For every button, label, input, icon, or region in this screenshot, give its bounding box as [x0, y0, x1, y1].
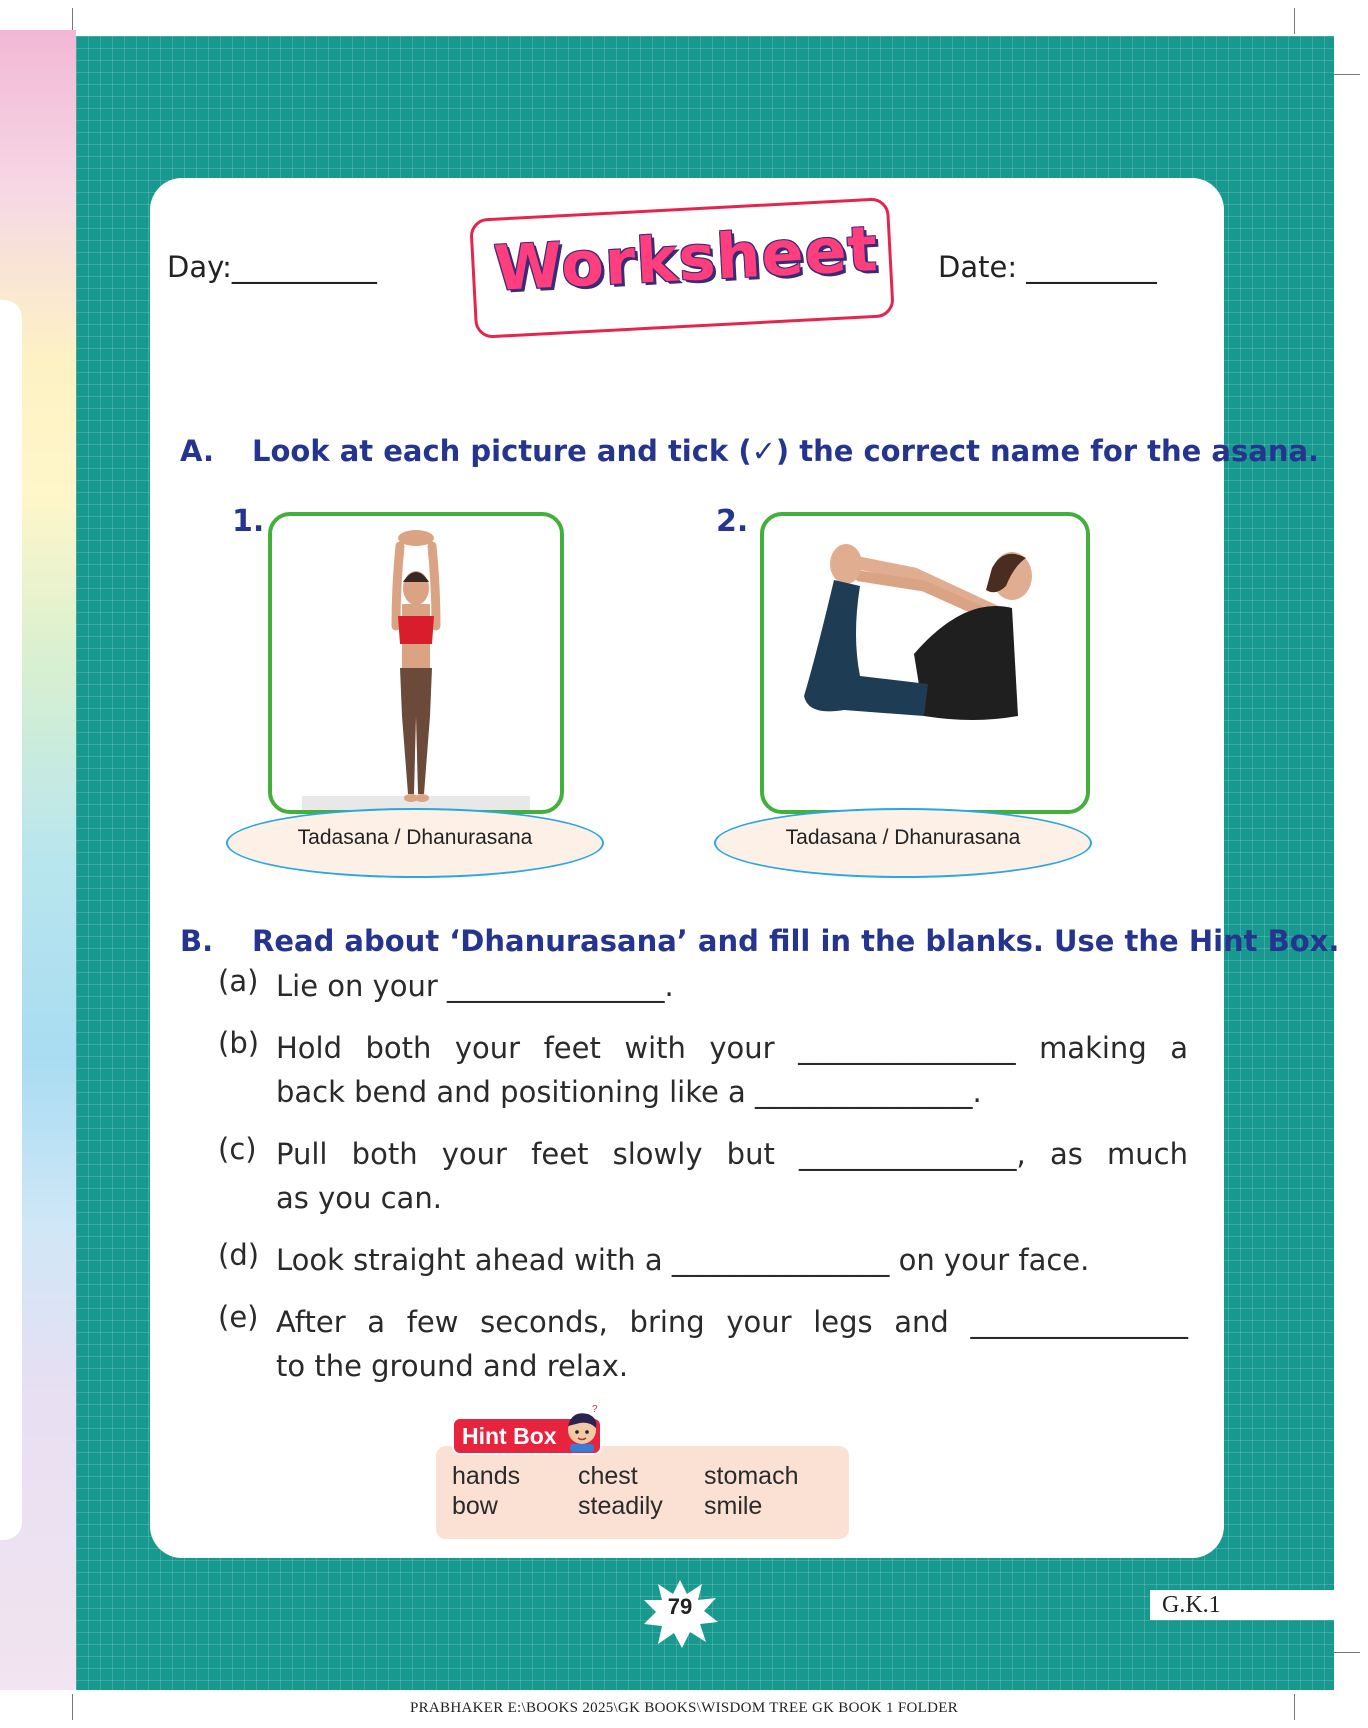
hint-word: hands	[452, 1462, 521, 1490]
item-label: (c)	[218, 1132, 257, 1166]
tadasana-photo-icon	[272, 516, 560, 810]
thinking-boy-icon	[562, 1404, 602, 1452]
print-footer: PRABHAKER E:\BOOKS 2025\GK BOOKS\WISDOM TREE GK BOOK 1 FOLDER	[409, 1700, 959, 1716]
section-a-instruction: Look at each picture and tick (✓) the correct name for the asana.	[252, 434, 1320, 468]
section-b-letter: B.	[180, 924, 214, 958]
item-label: (d)	[218, 1238, 260, 1272]
section-a-letter: A.	[180, 434, 214, 468]
asana-options-2[interactable]: Tadasana / Dhanurasana	[714, 808, 1092, 878]
item-text	[276, 1132, 1188, 1220]
svg-text:?: ?	[592, 1404, 598, 1415]
line: Lie on your _______________.	[276, 969, 674, 1003]
line: Look straight ahead with a _______________ on your face.	[276, 1243, 1090, 1277]
crop-mark	[1334, 74, 1360, 75]
hint-word: steadily	[578, 1492, 663, 1520]
item-text	[276, 1300, 1188, 1388]
item-1-number: 1.	[232, 504, 265, 539]
section-b-instruction: Read about ‘Dhanurasana’ and fill in the blanks. Use the Hint Box.	[252, 924, 1340, 958]
worksheet-title: Worksheet	[492, 211, 880, 306]
line: Pull both your feet slowly but _______________, as much	[276, 1137, 1188, 1171]
line: as you can.	[276, 1181, 442, 1215]
picture-frame-2	[760, 512, 1090, 814]
date-field[interactable]: Date: _________	[938, 250, 1157, 284]
item-label: (b)	[218, 1026, 260, 1060]
item-text	[276, 1238, 1188, 1282]
hint-word: chest	[578, 1462, 638, 1490]
line: After a few seconds, bring your legs and _______________	[276, 1305, 1188, 1339]
hint-word: smile	[704, 1492, 763, 1520]
line: Hold both your feet with your _______________ making a	[276, 1031, 1188, 1065]
dhanurasana-photo-icon	[764, 516, 1086, 810]
line: back bend and positioning like a _______________.	[276, 1075, 982, 1109]
item-text	[276, 964, 1188, 1008]
hint-word: stomach	[704, 1462, 799, 1490]
item-text	[276, 1026, 1188, 1114]
subject-code: G.K.1	[1150, 1590, 1334, 1620]
page-number: 79	[667, 1594, 693, 1619]
day-field[interactable]: Day:__________	[167, 250, 377, 284]
item-label: (e)	[218, 1300, 259, 1334]
line: to the ground and relax.	[276, 1349, 629, 1383]
crop-mark	[1294, 8, 1295, 34]
asana-options-1[interactable]: Tadasana / Dhanurasana	[226, 808, 604, 878]
picture-frame-1	[268, 512, 564, 814]
hint-word: bow	[452, 1492, 498, 1520]
hint-box-title: Hint Box	[462, 1422, 557, 1449]
crop-mark	[1334, 1652, 1360, 1653]
adjacent-page-edge	[0, 300, 22, 1540]
item-2-number: 2.	[716, 504, 749, 539]
item-label: (a)	[218, 964, 259, 998]
